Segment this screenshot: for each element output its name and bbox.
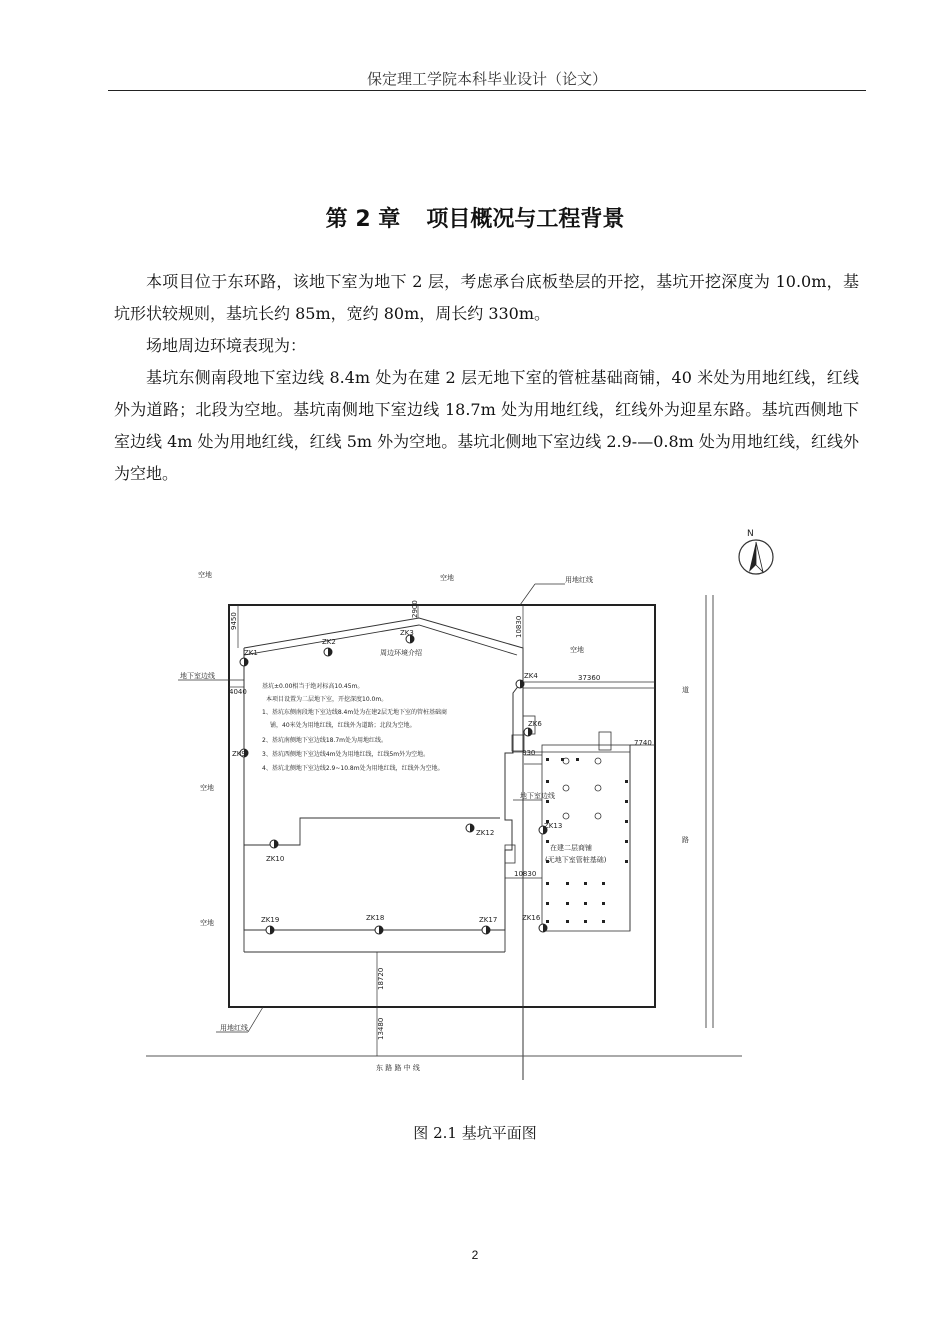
chapter-name: 项目概况与工程背景: [426, 207, 625, 232]
environment-notes: [262, 648, 447, 772]
chapter-title: [0, 202, 950, 233]
dimension-lines: [229, 605, 655, 1056]
borehole-label: ZK6: [528, 720, 542, 728]
borehole-icon: [539, 924, 547, 932]
figure-caption: 图 2.1 基坑平面图: [413, 1124, 537, 1142]
leader-lines: [178, 584, 565, 1032]
paragraph-2: [114, 330, 859, 362]
chapter-number: 第 2 章: [325, 207, 401, 232]
borehole-label: ZK1: [244, 649, 258, 657]
paragraph-1: [114, 266, 859, 330]
borehole-label: ZK2: [322, 638, 336, 646]
label-road-right-1: 道: [682, 686, 689, 694]
borehole-icon: [482, 926, 490, 934]
borehole-label: ZK16: [522, 914, 541, 922]
paragraph-1-text: 本项目位于东环路，该地下室为地下 2 层，考虑承台底板垫层的开挖，基坑开挖深度为 10.0m，基坑形状较规则，基坑长约 85m，宽约 80m，周长约 330m。: [114, 272, 859, 323]
note-line: 4、基坑北侧地下室边线2.9~10.8m处为用地红线，红线外为空地。: [262, 765, 444, 772]
north-arrow-icon: [739, 529, 773, 574]
note-line: 1、基坑东侧南段地下室边线8.4m处为在建2层无地下室的管桩基础商: [262, 709, 448, 716]
dim-label: 830: [522, 749, 536, 757]
label-empty-left-1: 空地: [200, 784, 214, 792]
label-shop: 在建二层商铺: [550, 844, 592, 852]
note-line: 3、基坑西侧地下室边线4m处为用地红线，红线5m外为空地。: [262, 751, 430, 758]
dim-label: 18720: [377, 967, 385, 990]
label-empty-top-left: 空地: [198, 571, 212, 579]
borehole-icon: [516, 680, 524, 688]
borehole-icon: [524, 728, 532, 736]
paragraph-2-text: 场地周边环境表现为：: [146, 336, 307, 355]
dim-label: 10830: [514, 870, 537, 878]
borehole-label: ZK12: [476, 829, 495, 837]
note-line: 基坑±0.00相当于绝对标高10.45m。: [262, 683, 364, 690]
borehole-icon: [240, 658, 248, 666]
label-basement-line-mid: 地下室边线: [520, 792, 555, 800]
borehole-icon: [324, 648, 332, 656]
borehole-markers: [240, 635, 547, 934]
label-empty-left-2: 空地: [200, 919, 214, 927]
dim-label: 7740: [634, 739, 652, 747]
note-line: 本项目设置为二层地下室，开挖深度10.0m。: [266, 696, 388, 703]
dimension-labels: [229, 600, 652, 1040]
borehole-icon: [466, 824, 474, 832]
borehole-labels: [232, 629, 562, 924]
label-redline-top: 用地红线: [565, 576, 593, 584]
dim-label: 13480: [377, 1017, 385, 1040]
site-boundary: [229, 605, 655, 1007]
label-empty-top: 空地: [440, 574, 454, 582]
dim-label: 2900: [411, 600, 419, 618]
basement-step-line: [244, 818, 500, 845]
east-notch-3: [505, 845, 515, 863]
borehole-label: ZK4: [524, 672, 538, 680]
label-road-right-2: 路: [682, 836, 689, 844]
borehole-label: ZK9: [232, 750, 246, 758]
borehole-label: ZK3: [400, 629, 414, 637]
note-line: 铺，40米处为用地红线，红线外为道路；北段为空地。: [270, 722, 416, 729]
header-rule: [108, 90, 866, 91]
label-empty-right: 空地: [570, 646, 584, 654]
borehole-icon: [375, 926, 383, 934]
borehole-label: ZK13: [544, 822, 563, 830]
dim-label: 4040: [229, 688, 247, 696]
label-basement-line-left: 地下室边线: [180, 672, 215, 680]
page-number: 2: [471, 1248, 479, 1262]
label-shop-sub: (无地下室管桩基础): [545, 856, 607, 864]
note-line: 2、基坑南侧地下室边线18.7m处为用地红线。: [262, 737, 388, 744]
paragraph-3: [114, 362, 859, 490]
north-label: N: [747, 529, 754, 539]
label-redline-bottom: 用地红线: [220, 1024, 248, 1032]
borehole-icon: [270, 840, 278, 848]
pit-plan-figure: [140, 520, 780, 1080]
borehole-label: ZK19: [261, 916, 280, 924]
dim-label: 37360: [578, 674, 601, 682]
borehole-label: ZK18: [366, 914, 385, 922]
label-bottom-road: 东 路 路 中 线: [376, 1064, 420, 1072]
shop-piles: [563, 758, 601, 819]
dim-label: 10830: [515, 615, 523, 638]
paragraph-3-text: 基坑东侧南段地下室边线 8.4m 处为在建 2 层无地下室的管桩基础商铺，40 米处为用地红线，红线外为道路；北段为空地。基坑南侧地下室边线 18.7m 处为用地红线，红线外为迎星东路。基坑西侧地下室边线 4m 处为用地红线，红线 5m 外为空地。基坑北侧地下室边线 2.9-—0.8m 处为用地红线，红线外为空地。: [114, 368, 859, 483]
dim-label: 9450: [230, 612, 238, 630]
borehole-label: ZK17: [479, 916, 498, 924]
borehole-icon: [266, 926, 274, 934]
notes-title: 周边环境介绍: [380, 649, 422, 657]
running-header: 保定理工学院本科毕业设计（论文）: [366, 70, 607, 88]
place-labels: [180, 570, 689, 1072]
borehole-label: ZK10: [266, 855, 285, 863]
shop-columns: [546, 758, 628, 923]
